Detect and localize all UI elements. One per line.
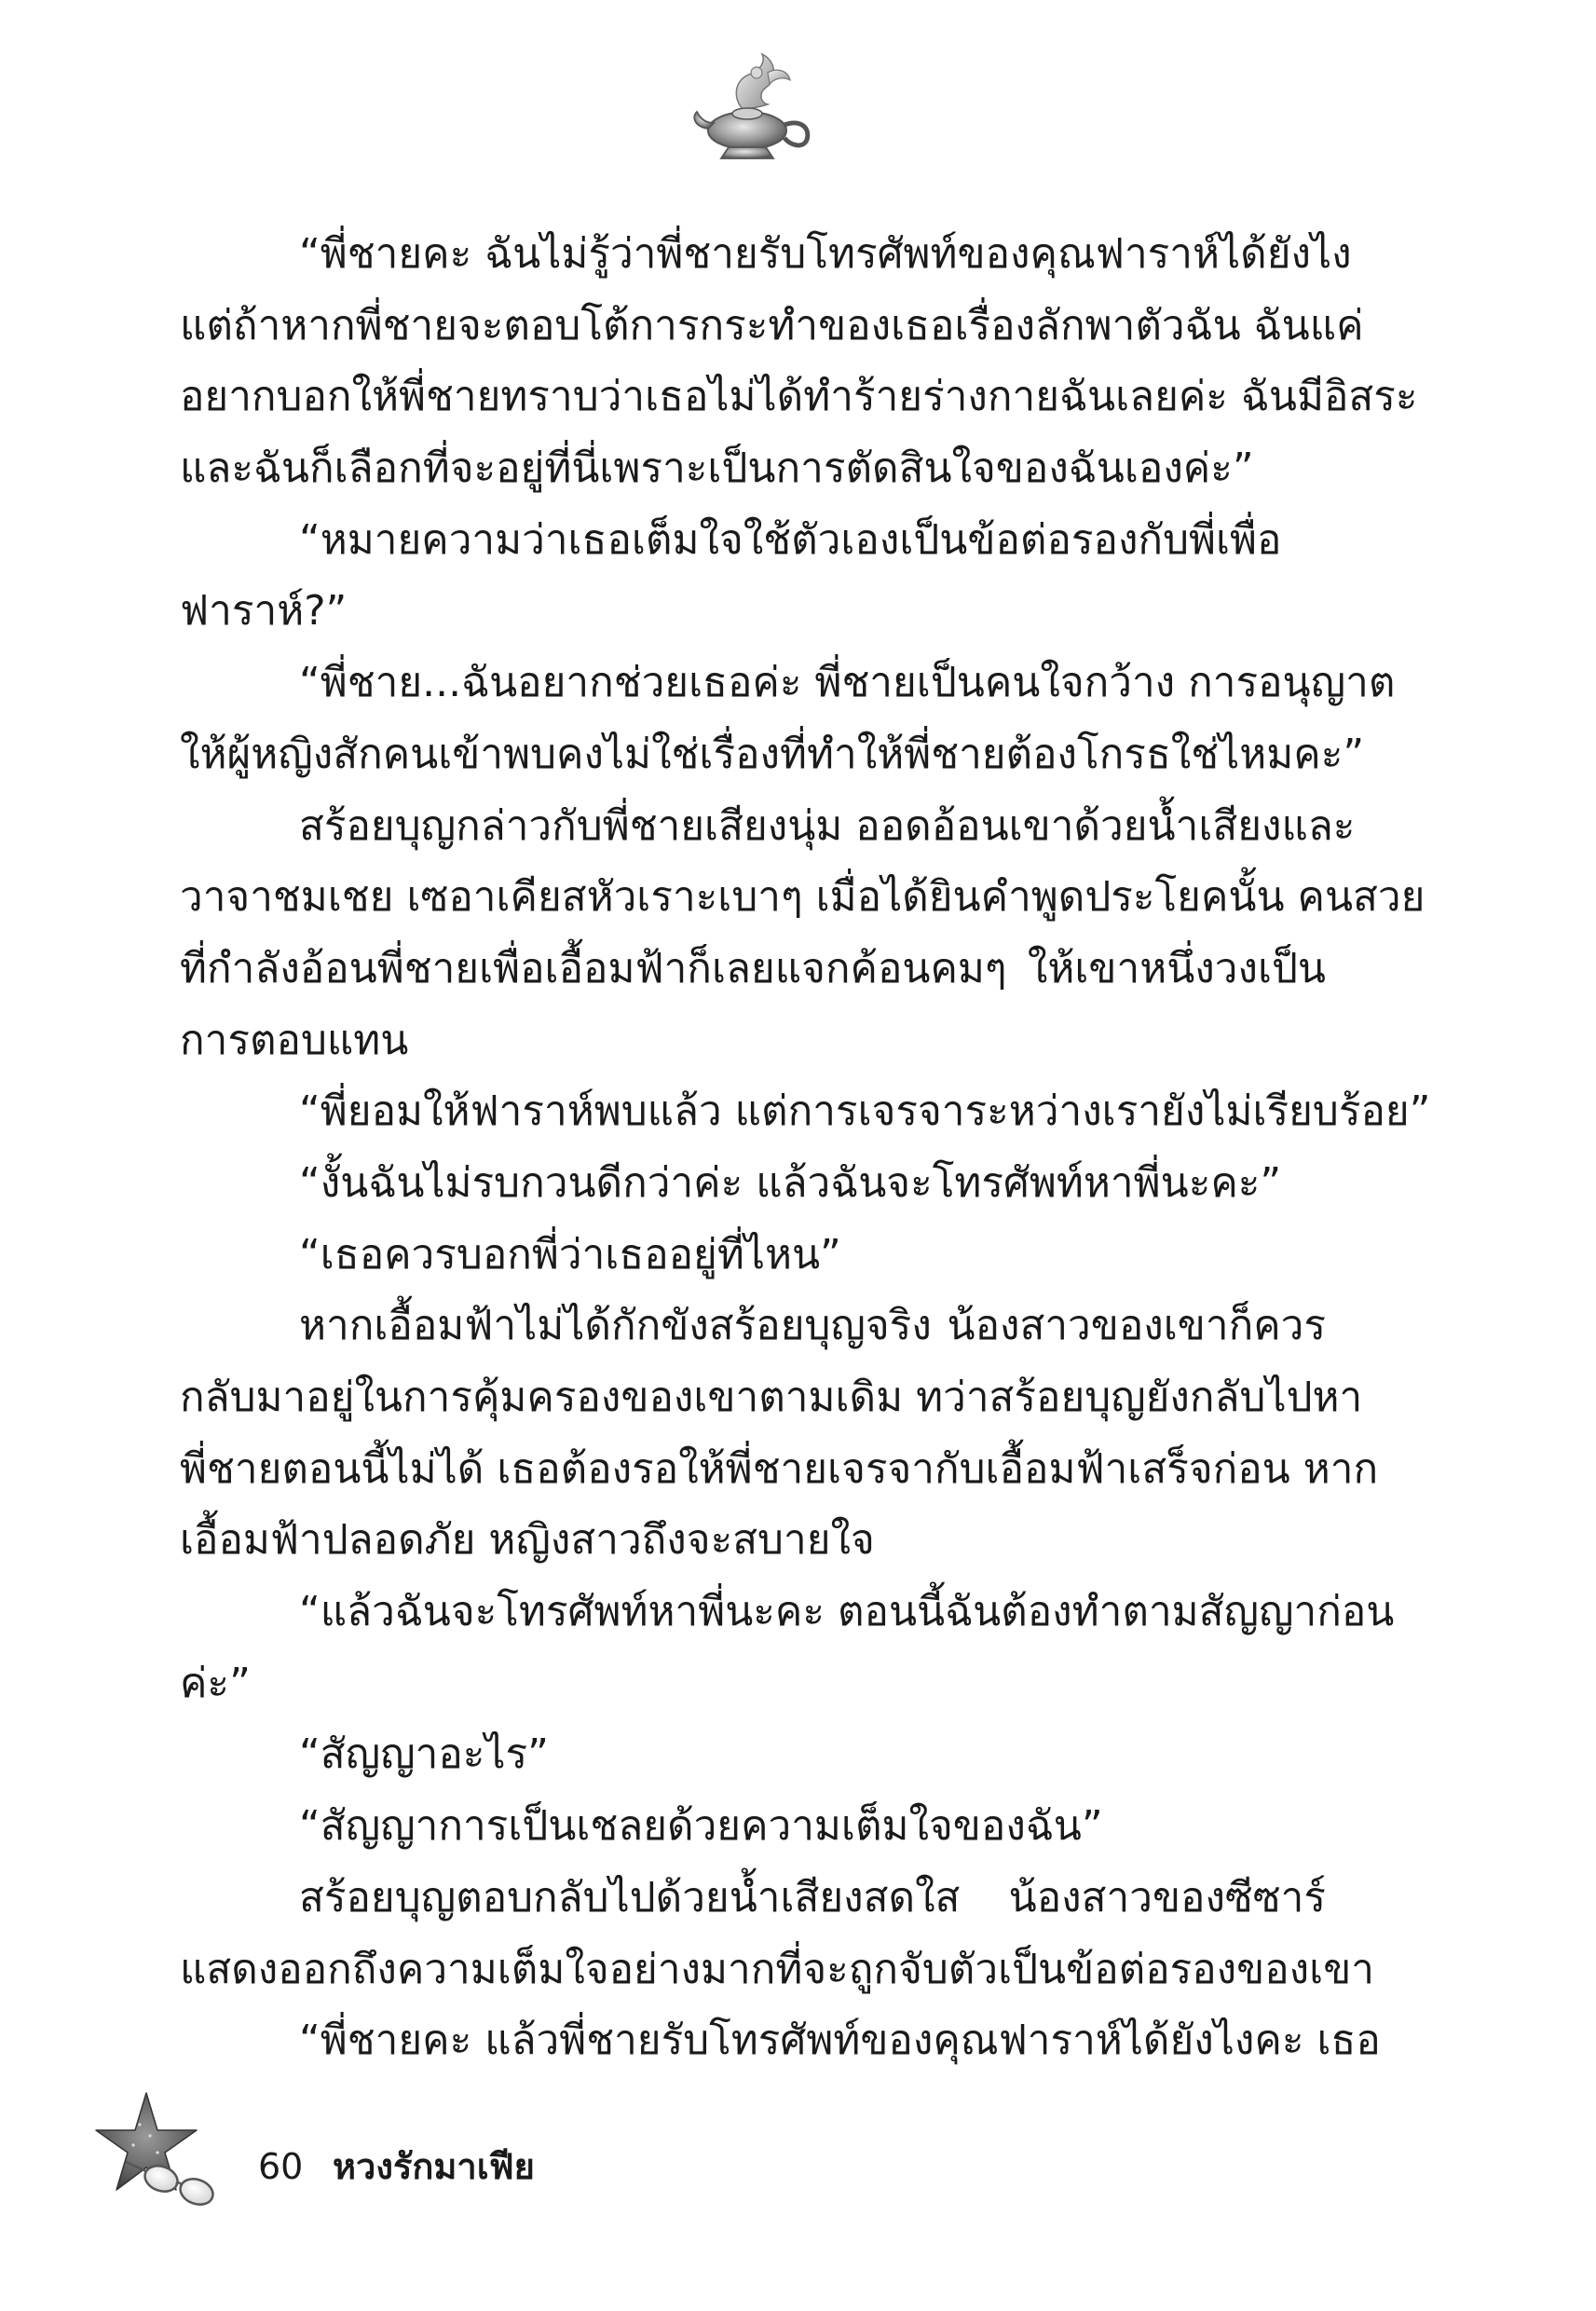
text-line: “เธอควรบอกพี่ว่าเธออยู่ที่ไหน”: [299, 1230, 841, 1279]
text-line: เอื้อมฟ้าปลอดภัย หญิงสาวถึงจะสบายใจ: [180, 1516, 875, 1565]
paragraph: [180, 219, 1418, 505]
paragraph: [180, 1220, 1326, 1292]
text-line: ที่กำลังอ้อนพี่ชายเพื่อเอื้อมฟ้าก็เลยแจกค้อนคมๆ ให้เขาหนึ่งวงเป็น: [180, 944, 1326, 992]
starfish-sunglasses-icon: [89, 2087, 247, 2218]
text-line: หากเอื้อมฟ้าไม่ได้กักขังสร้อยบุญจริง น้องสาวของเขาก็ควร: [299, 1302, 1326, 1350]
text-line: ฟาราห์?”: [180, 587, 348, 636]
page-number: 60: [258, 2146, 304, 2187]
text-line: “สัญญาอะไร”: [299, 1730, 549, 1779]
text-line: การตอบแทน: [180, 1016, 409, 1064]
text-line: “งั้นฉันไม่รบกวนดีกว่าค่ะ แล้วฉันจะโทรศัพท์หาพี่นะคะ”: [299, 1158, 1282, 1207]
genie-lamp-icon: [688, 52, 818, 173]
text-line: สร้อยบุญกล่าวกับพี่ชายเสียงนุ่ม ออดอ้อนเขาด้วยน้ำเสียงและ: [299, 801, 1356, 850]
text-line: “พี่ชาย...ฉันอยากช่วยเธอค่ะ พี่ชายเป็นคนใจกว้าง การอนุญาต: [299, 659, 1396, 707]
paragraph: [180, 1291, 1379, 1577]
text-line: พี่ชายตอนนี้ไม่ได้ เธอต้องรอให้พี่ชายเจรจากับเอื้อมฟ้าเสร็จก่อน หาก: [180, 1444, 1379, 1493]
text-line: สร้อยบุญตอบกลับไปด้วยน้ำเสียงสดใส น้องสาวของซีซาร์: [299, 1873, 1326, 1921]
text-line: และฉันก็เลือกที่จะอยู่ที่นี่เพราะเป็นการตัดสินใจของฉันเองค่ะ”: [180, 444, 1254, 493]
text-line: “แล้วฉันจะโทรศัพท์หาพี่นะคะ ตอนนี้ฉันต้องทำตามสัญญาก่อน: [299, 1588, 1395, 1636]
paragraph: [180, 2005, 1381, 2077]
paragraph: [180, 1148, 1326, 1220]
text-line: “หมายความว่าเธอเต็มใจใช้ตัวเองเป็นข้อต่อรองกับพี่เพื่อ: [299, 515, 1282, 564]
text-line: กลับมาอยู่ในการคุ้มครองของเขาตามเดิม ทว่าสร้อยบุญยังกลับไปหา: [180, 1374, 1363, 1421]
paragraph: [180, 648, 1396, 790]
text-line: ค่ะ”: [180, 1659, 251, 1707]
paragraph: [180, 1719, 1326, 1791]
paragraph: [180, 505, 1326, 648]
text-line: อยากบอกให้พี่ชายทราบว่าเธอไม่ได้ทำร้ายร่างกายฉันเลยค่ะ ฉันมีอิสระ: [180, 373, 1418, 421]
paragraph: [180, 1791, 1326, 1863]
page-body-text: [180, 219, 1431, 2077]
text-line: ให้ผู้หญิงสักคนเข้าพบคงไม่ใช่เรื่องที่ทำให้พี่ชายต้องโกรธใช่ไหมคะ”: [180, 730, 1365, 778]
page-footer: [89, 2087, 648, 2218]
book-title: หวงรักมาเฟีย: [333, 2146, 535, 2187]
text-line: “พี่ชายคะ แล้วพี่ชายรับโทรศัพท์ของคุณฟาราห์ได้ยังไงคะ เธอ: [299, 2017, 1381, 2065]
paragraph: [180, 1577, 1395, 1719]
text-line: “สัญญาการเป็นเชลยด้วยความเต็มใจของฉัน”: [299, 1802, 1103, 1851]
text-line: แสดงออกถึงความเต็มใจอย่างมากที่จะถูกจับตัวเป็นข้อต่อรองของเขา: [180, 1945, 1374, 1993]
text-line: วาจาชมเชย เซอาเคียสหัวเราะเบาๆ เมื่อได้ยินคำพูดประโยคนั้น คนสวย: [180, 873, 1425, 922]
text-line: “พี่ชายคะ ฉันไม่รู้ว่าพี่ชายรับโทรศัพท์ของคุณฟาราห์ได้ยังไง: [299, 230, 1352, 278]
paragraph: [180, 1076, 1431, 1148]
paragraph: [180, 791, 1425, 1077]
paragraph: [180, 1863, 1374, 2005]
text-line: แต่ถ้าหากพี่ชายจะตอบโต้การกระทำของเธอเรื่องลักพาตัวฉัน ฉันแค่: [180, 301, 1364, 349]
text-line: “พี่ยอมให้ฟาราห์พบแล้ว แต่การเจรจาระหว่างเรายังไม่เรียบร้อย”: [299, 1087, 1431, 1136]
